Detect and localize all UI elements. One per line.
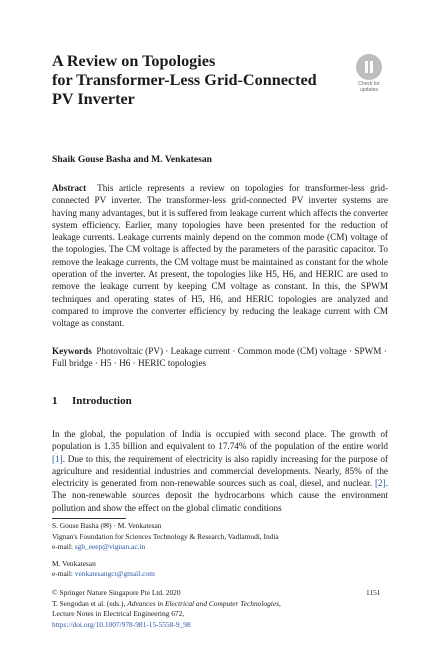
abstract-label: Abstract xyxy=(52,183,87,193)
page-number: 1151 xyxy=(366,588,381,597)
check-for-updates-badge[interactable] xyxy=(352,54,386,93)
email-link-2[interactable]: venkatesangct@gmail.com xyxy=(74,569,155,578)
check-for-updates-icon xyxy=(356,54,382,80)
editors-prefix: T. Sengodan et al. (eds.), xyxy=(52,598,128,608)
keywords-label: Keywords xyxy=(52,346,92,356)
section-title: Introduction xyxy=(72,395,132,407)
body-text-3: . The non-renewable sources deposit the hydrocarbons which cause the environment pollution and show the effect on the global climatic conditions xyxy=(52,478,388,513)
email-link-1[interactable]: sgb_eeep@vignan.ac.in xyxy=(74,542,146,551)
footnote-divider xyxy=(52,518,126,519)
editors-line xyxy=(52,599,388,610)
series-line: Lecture Notes in Electrical Engineering 672, xyxy=(52,609,185,618)
email-label-2: e-mail: xyxy=(52,569,75,578)
email-label-1: e-mail: xyxy=(52,542,75,551)
section-heading xyxy=(52,395,132,407)
footnote-affiliation: Vignan's Foundation for Sciences Technology & Research, Vadlamudi, India xyxy=(52,531,279,541)
copyright-block xyxy=(52,588,388,630)
book-title: Advances in Electrical and Computer Technologies xyxy=(127,598,280,608)
title-line-3: PV Inverter xyxy=(52,90,135,109)
footnote-email-1 xyxy=(52,542,388,553)
citation-link-1[interactable]: [1] xyxy=(52,453,63,464)
footnote-authors: S. Gouse Basha (✉) · M. Venkatesan xyxy=(52,521,162,530)
body-text-1: In the global, the population of India is occupied with second place. The growth of population is 1.35 billion and equivalent to 17.74% of the population of the entire world xyxy=(52,429,388,452)
footnotes xyxy=(52,521,388,580)
check-for-updates-label: Check for updates xyxy=(358,81,380,93)
body-text-2: . Due to this, the requirement of electricity is also rapidly increasing for the purpose of agriculture and residential industries and commercial developments. Nearly, 85% of the electricity is generated from non-renewable sources such as coal, diesel, and nuclear. xyxy=(52,453,388,489)
keywords-text: Photovoltaic (PV) · Leakage current · Common mode (CM) voltage · SPWM · Full bridge · H5 · H6 · HERIC topologies xyxy=(52,346,387,369)
title-line-2: for Transformer-Less Grid-Connected xyxy=(52,71,317,90)
author-list: Shaik Gouse Basha and M. Venkatesan xyxy=(52,154,212,165)
citation-link-2[interactable]: [2] xyxy=(374,478,386,489)
abstract-text: This article represents a review on topologies for transformer-less grid-connected PV inverter. The transformer-less grid-connected PV inverter systems are having many advantages, but it is suffered from leakage current which affects the converter system efficiency. Earlier, many topologies have been presented for the reduction of leakage currents. Leakage currents mainly depend on the common mode (CM) voltage of the topologies. The CM voltage is affected by the parameters of the parasitic capacitor. To remove the leakage currents, the CM voltage must be maintained as constant for the whole operation of the inverter. At present, the topologies like H5, H6, and HERIC are used to remove the leakage current by keeping CM voltage as constant. In this, the SPWM techniques and operating states of H5, H6, and HERIC topologies are analyzed and compared to improve the converter efficiency by reducing the leakage current with CM voltage as constant. xyxy=(52,183,388,329)
paper-title xyxy=(52,52,342,110)
copyright-line: © Springer Nature Singapore Pte Ltd. 2020 xyxy=(52,588,181,597)
footnote-author-2: M. Venkatesan xyxy=(52,558,96,568)
keywords xyxy=(52,345,388,370)
footnote-email-2 xyxy=(52,569,388,580)
doi-link[interactable]: https://doi.org/10.1007/978-981-15-5558-9_98 xyxy=(52,619,191,629)
title-line-1: A Review on Topologies xyxy=(52,52,216,70)
section-number: 1 xyxy=(52,395,58,407)
editors-suffix: , xyxy=(279,598,281,608)
abstract xyxy=(52,182,388,330)
introduction-paragraph xyxy=(52,428,388,514)
